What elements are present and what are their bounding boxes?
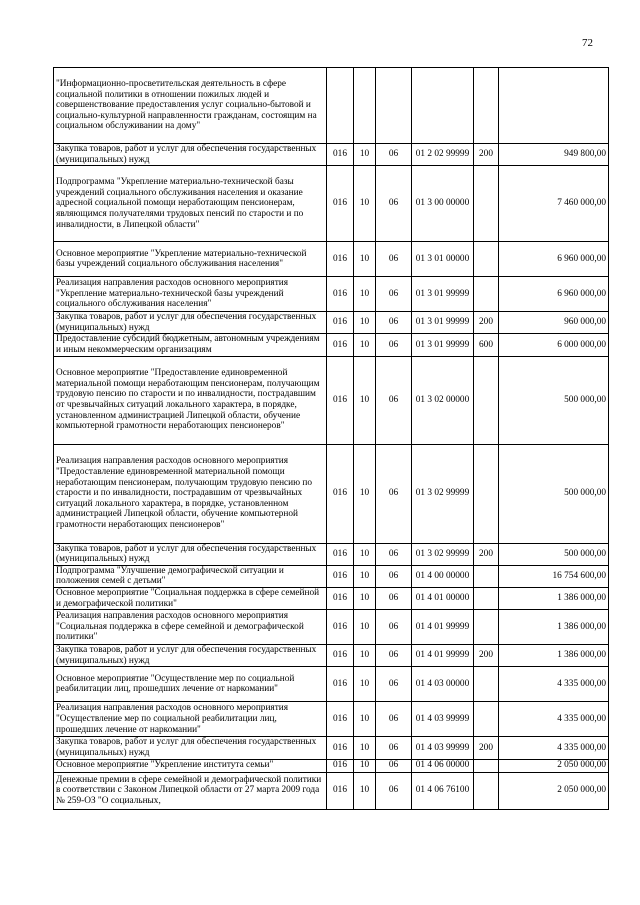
budget-table	[53, 67, 609, 810]
subsection-code-cell: 06	[376, 759, 412, 772]
expense-type-cell	[474, 444, 499, 543]
target-article-cell: 01 4 00 00000	[412, 565, 474, 587]
target-article-cell: 01 3 00 00000	[412, 166, 474, 242]
section-code-cell: 10	[354, 587, 376, 609]
table-row	[54, 737, 609, 759]
row-name-cell: Основное мероприятие "Предоставление единовременной материальной помощи неработающим пенсионерам, получающим трудовую пенсию по старости и по инвалидности, пострадавшим от чрезвычайных ситуаций локального характера, в порядке, установленном администрацией Липецкой области, обучение компьютерной грамотности неработающих пенсионеров"	[54, 356, 327, 444]
row-name-cell: Закупка товаров, работ и услуг для обеспечения государственных (муниципальных) нужд	[54, 312, 327, 334]
subsection-code-cell: 06	[376, 277, 412, 312]
expense-type-cell: 200	[474, 144, 499, 166]
table-row	[54, 565, 609, 587]
subsection-code-cell: 06	[376, 144, 412, 166]
table-row	[54, 356, 609, 444]
row-name-cell: Предоставление субсидий бюджетным, автономным учреждениям и иным некоммерческим организациям	[54, 334, 327, 356]
amount-cell: 500 000,00	[499, 444, 609, 543]
target-article-cell: 01 3 02 99999	[412, 543, 474, 565]
target-article-cell: 01 4 03 00000	[412, 667, 474, 702]
expense-type-cell: 200	[474, 737, 499, 759]
section-code-cell: 10	[354, 645, 376, 667]
row-name-cell: Основное мероприятие "Укрепление института семьи"	[54, 759, 327, 772]
row-name-cell: Основное мероприятие "Укрепление материально-технической базы учреждений социального обслуживания населения"	[54, 242, 327, 277]
table-row	[54, 610, 609, 645]
table-row	[54, 277, 609, 312]
expense-type-cell: 200	[474, 645, 499, 667]
amount-cell: 960 000,00	[499, 312, 609, 334]
subsection-code-cell: 06	[376, 312, 412, 334]
row-name-cell: Реализация направления расходов основного мероприятия "Предоставление единовременной материальной помощи неработающим пенсионерам, получающим трудовую пенсию по старости и по инвалидности, пострадавшим от чрезвычайных ситуаций локального характера, в порядке, установленном администрацией Липецкой области, обучение компьютерной грамотности неработающих пенсионеров"	[54, 444, 327, 543]
amount-cell: 2 050 000,00	[499, 772, 609, 809]
ministry-code-cell: 016	[327, 444, 354, 543]
target-article-cell: 01 4 03 99999	[412, 702, 474, 737]
target-article-cell: 01 4 06 00000	[412, 759, 474, 772]
subsection-code-cell: 06	[376, 565, 412, 587]
subsection-code-cell: 06	[376, 356, 412, 444]
section-code-cell: 10	[354, 277, 376, 312]
table-row	[54, 645, 609, 667]
ministry-code-cell: 016	[327, 144, 354, 166]
section-code-cell: 10	[354, 543, 376, 565]
ministry-code-cell: 016	[327, 610, 354, 645]
row-name-cell: Закупка товаров, работ и услуг для обеспечения государственных (муниципальных) нужд	[54, 737, 327, 759]
ministry-code-cell: 016	[327, 312, 354, 334]
ministry-code-cell	[327, 68, 354, 144]
subsection-code-cell: 06	[376, 444, 412, 543]
subsection-code-cell: 06	[376, 645, 412, 667]
subsection-code-cell: 06	[376, 587, 412, 609]
expense-type-cell: 200	[474, 312, 499, 334]
amount-cell: 1 386 000,00	[499, 645, 609, 667]
subsection-code-cell: 06	[376, 334, 412, 356]
section-code-cell: 10	[354, 356, 376, 444]
section-code-cell: 10	[354, 312, 376, 334]
section-code-cell	[354, 68, 376, 144]
page-number: 72	[582, 37, 593, 49]
row-name-cell: Реализация направления расходов основного мероприятия "Социальная поддержка в сфере семейной и демографической политики"	[54, 610, 327, 645]
subsection-code-cell	[376, 68, 412, 144]
table-row	[54, 444, 609, 543]
subsection-code-cell: 06	[376, 242, 412, 277]
expense-type-cell	[474, 68, 499, 144]
target-article-cell: 01 2 02 99999	[412, 144, 474, 166]
expense-type-cell	[474, 610, 499, 645]
amount-cell	[499, 68, 609, 144]
amount-cell: 4 335 000,00	[499, 667, 609, 702]
target-article-cell: 01 4 01 99999	[412, 610, 474, 645]
amount-cell: 16 754 600,00	[499, 565, 609, 587]
section-code-cell: 10	[354, 737, 376, 759]
ministry-code-cell: 016	[327, 356, 354, 444]
table-row	[54, 144, 609, 166]
amount-cell: 1 386 000,00	[499, 587, 609, 609]
section-code-cell: 10	[354, 667, 376, 702]
expense-type-cell	[474, 667, 499, 702]
section-code-cell: 10	[354, 144, 376, 166]
expense-type-cell	[474, 242, 499, 277]
section-code-cell: 10	[354, 610, 376, 645]
row-name-cell: "Информационно-просветительская деятельность в сфере социальной политики в отношении пожилых людей и совершенствование предоставления услуг социально-бытовой и социально-культурной направленности гражданам, состоящим на социальном обслуживании на дому"	[54, 68, 327, 144]
table-row	[54, 166, 609, 242]
row-name-cell: Закупка товаров, работ и услуг для обеспечения государственных (муниципальных) нужд	[54, 543, 327, 565]
target-article-cell: 01 3 02 99999	[412, 444, 474, 543]
amount-cell: 6 960 000,00	[499, 242, 609, 277]
table-row	[54, 667, 609, 702]
ministry-code-cell: 016	[327, 543, 354, 565]
row-name-cell: Закупка товаров, работ и услуг для обеспечения государственных (муниципальных) нужд	[54, 144, 327, 166]
amount-cell: 500 000,00	[499, 356, 609, 444]
ministry-code-cell: 016	[327, 565, 354, 587]
subsection-code-cell: 06	[376, 166, 412, 242]
expense-type-cell	[474, 166, 499, 242]
ministry-code-cell: 016	[327, 759, 354, 772]
amount-cell: 1 386 000,00	[499, 610, 609, 645]
row-name-cell: Основное мероприятие "Социальная поддержка в сфере семейной и демографической политики"	[54, 587, 327, 609]
section-code-cell: 10	[354, 759, 376, 772]
amount-cell: 7 460 000,00	[499, 166, 609, 242]
target-article-cell: 01 4 01 00000	[412, 587, 474, 609]
table-row	[54, 759, 609, 772]
expense-type-cell: 200	[474, 543, 499, 565]
subsection-code-cell: 06	[376, 667, 412, 702]
row-name-cell: Реализация направления расходов основного мероприятия "Укрепление материально-технической базы учреждений социального обслуживания населения"	[54, 277, 327, 312]
ministry-code-cell: 016	[327, 334, 354, 356]
row-name-cell: Подпрограмма "Улучшение демографической ситуации и положения семей с детьми"	[54, 565, 327, 587]
expense-type-cell	[474, 759, 499, 772]
target-article-cell: 01 3 01 99999	[412, 312, 474, 334]
amount-cell: 949 800,00	[499, 144, 609, 166]
ministry-code-cell: 016	[327, 587, 354, 609]
table-row	[54, 543, 609, 565]
amount-cell: 500 000,00	[499, 543, 609, 565]
row-name-cell: Основное мероприятие "Осуществление мер по социальной реабилитации лиц, прошедших лечение от наркомании"	[54, 667, 327, 702]
table-row	[54, 772, 609, 809]
subsection-code-cell: 06	[376, 702, 412, 737]
target-article-cell: 01 3 02 00000	[412, 356, 474, 444]
ministry-code-cell: 016	[327, 277, 354, 312]
ministry-code-cell: 016	[327, 667, 354, 702]
table-row	[54, 587, 609, 609]
section-code-cell: 10	[354, 334, 376, 356]
target-article-cell: 01 3 01 99999	[412, 334, 474, 356]
row-name-cell: Денежные премии в сфере семейной и демографической политики в соответствии с Законом Липецкой области от 27 марта 2009 года № 259-ОЗ "О социальных,	[54, 772, 327, 809]
table-row	[54, 242, 609, 277]
section-code-cell: 10	[354, 444, 376, 543]
amount-cell: 2 050 000,00	[499, 759, 609, 772]
section-code-cell: 10	[354, 166, 376, 242]
row-name-cell: Закупка товаров, работ и услуг для обеспечения государственных (муниципальных) нужд	[54, 645, 327, 667]
target-article-cell: 01 3 01 00000	[412, 242, 474, 277]
expense-type-cell	[474, 772, 499, 809]
row-name-cell: Подпрограмма "Укрепление материально-технической базы учреждений социального обслуживания населения и оказание адресной социальной помощи неработающим пенсионерам, являющимся получателями трудовых пенсий по старости и по инвалидности, в Липецкой области"	[54, 166, 327, 242]
section-code-cell: 10	[354, 242, 376, 277]
table-row	[54, 334, 609, 356]
subsection-code-cell: 06	[376, 737, 412, 759]
ministry-code-cell: 016	[327, 166, 354, 242]
target-article-cell: 01 4 01 99999	[412, 645, 474, 667]
section-code-cell: 10	[354, 702, 376, 737]
target-article-cell	[412, 68, 474, 144]
amount-cell: 4 335 000,00	[499, 702, 609, 737]
ministry-code-cell: 016	[327, 702, 354, 737]
target-article-cell: 01 3 01 99999	[412, 277, 474, 312]
expense-type-cell: 600	[474, 334, 499, 356]
subsection-code-cell: 06	[376, 610, 412, 645]
target-article-cell: 01 4 03 99999	[412, 737, 474, 759]
amount-cell: 6 000 000,00	[499, 334, 609, 356]
expense-type-cell	[474, 702, 499, 737]
amount-cell: 6 960 000,00	[499, 277, 609, 312]
ministry-code-cell: 016	[327, 737, 354, 759]
table-row	[54, 312, 609, 334]
target-article-cell: 01 4 06 76100	[412, 772, 474, 809]
row-name-cell: Реализация направления расходов основного мероприятия "Осуществление мер по социальной реабилитации лиц, прошедших лечение от наркомании"	[54, 702, 327, 737]
ministry-code-cell: 016	[327, 772, 354, 809]
expense-type-cell	[474, 587, 499, 609]
amount-cell: 4 335 000,00	[499, 737, 609, 759]
expense-type-cell	[474, 565, 499, 587]
ministry-code-cell: 016	[327, 242, 354, 277]
table-row	[54, 68, 609, 144]
expense-type-cell	[474, 356, 499, 444]
ministry-code-cell: 016	[327, 645, 354, 667]
section-code-cell: 10	[354, 565, 376, 587]
subsection-code-cell: 06	[376, 543, 412, 565]
subsection-code-cell: 06	[376, 772, 412, 809]
table-row	[54, 702, 609, 737]
expense-type-cell	[474, 277, 499, 312]
section-code-cell: 10	[354, 772, 376, 809]
